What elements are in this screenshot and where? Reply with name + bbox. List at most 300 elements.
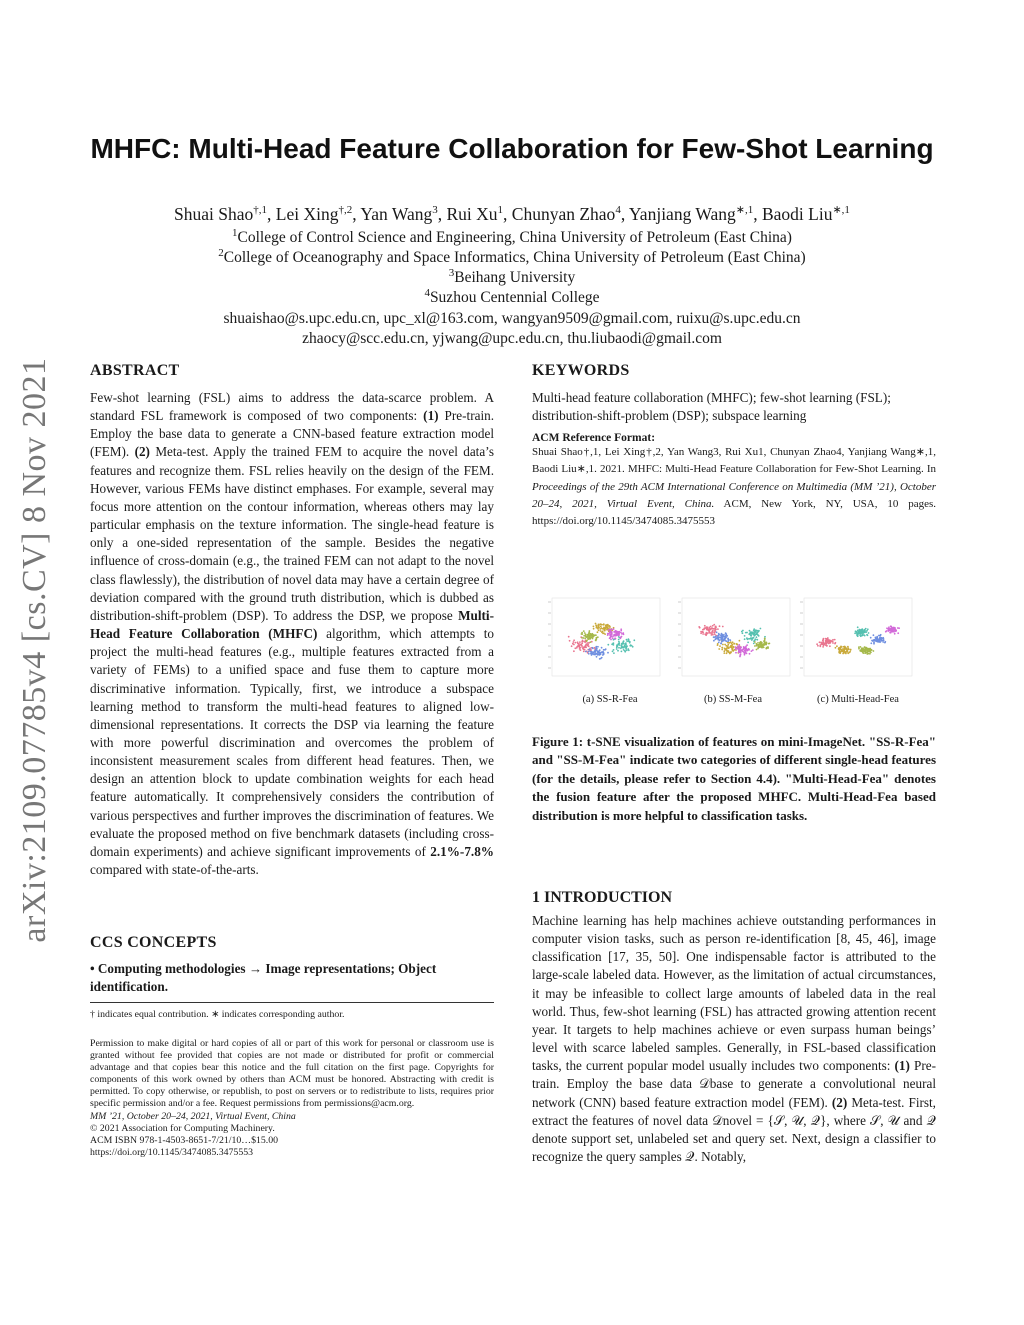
acm-reference-section (532, 432, 936, 530)
tsne-point (766, 647, 768, 649)
tsne-point (577, 643, 579, 645)
tsne-point (740, 654, 742, 656)
tsne-point (569, 640, 571, 642)
tsne-point (821, 643, 823, 645)
tsne-point (730, 651, 732, 653)
tsne-point (843, 648, 845, 650)
tsne-point (702, 631, 704, 633)
author-name: Yan Wang (360, 204, 433, 224)
tsne-point (613, 642, 615, 644)
tsne-point (894, 627, 896, 629)
tsne-point (618, 641, 620, 643)
tsne-point (721, 649, 723, 651)
tsne-point (723, 638, 725, 640)
tsne-point (605, 628, 607, 630)
tsne-point (711, 628, 713, 630)
tsne-point (596, 656, 598, 658)
tsne-point (869, 653, 871, 655)
tsne-point (854, 632, 856, 634)
tsne-point (586, 640, 588, 642)
tsne-point (873, 642, 875, 644)
tsne-point (751, 632, 753, 634)
tsne-point (756, 639, 758, 641)
subfigure-label-c: (c) Multi-Head-Fea (817, 694, 899, 705)
tsne-point (727, 645, 729, 647)
affiliation-mark: 2 (218, 246, 224, 259)
tsne-point (606, 625, 608, 627)
tsne-point (876, 638, 878, 640)
tsne-point (717, 628, 719, 630)
tsne-point (597, 628, 599, 630)
abstract-heading: ABSTRACT (90, 362, 180, 379)
tsne-point (590, 637, 592, 639)
tsne-point (599, 649, 601, 651)
tsne-point (766, 642, 768, 644)
tsne-point (739, 656, 741, 658)
tsne-point (607, 652, 609, 654)
tsne-point (608, 629, 610, 631)
tsne-point (735, 652, 737, 654)
tsne-point (749, 630, 751, 632)
ccs-heading: CCS CONCEPTS (90, 934, 217, 951)
tsne-point (739, 640, 741, 642)
author-mark: 3 (432, 204, 438, 217)
tsne-point (722, 626, 724, 628)
tsne-point (857, 626, 859, 628)
tsne-point (864, 629, 866, 631)
tsne-point (756, 630, 758, 632)
tsne-point (726, 652, 728, 654)
tsne-point (590, 651, 592, 653)
tsne-point (839, 651, 841, 653)
tsne-point (719, 645, 721, 647)
tsne-point (861, 629, 863, 631)
tsne-point (749, 653, 751, 655)
tsne-point (584, 632, 586, 634)
tsne-point (584, 637, 586, 639)
tsne-point (616, 648, 618, 650)
tsne-point (832, 639, 834, 641)
tsne-point (581, 633, 583, 635)
abstract-section (90, 362, 494, 879)
tsne-point (587, 635, 589, 637)
tsne-point (588, 631, 590, 633)
affiliation-4 (0, 286, 1024, 307)
tsne-point (748, 638, 750, 640)
tsne-point (738, 652, 740, 654)
tsne-point (764, 643, 766, 645)
tsne-point (764, 641, 766, 643)
tsne-point (600, 658, 602, 660)
arxiv-sidebar (8, 355, 62, 945)
tsne-point (596, 637, 598, 639)
tsne-point (888, 626, 890, 628)
ccs-section (90, 934, 494, 996)
tsne-point (819, 641, 821, 643)
tsne-point (573, 644, 575, 646)
tsne-point (732, 641, 734, 643)
tsne-point (596, 627, 598, 629)
author-name: Lei Xing (275, 204, 339, 224)
tsne-point (633, 639, 635, 641)
tsne-point (573, 639, 575, 641)
tsne-point (862, 633, 864, 635)
ccs-concepts: • Computing methodologies → Image representations; Object identification. (90, 961, 437, 995)
tsne-point (816, 643, 818, 645)
introduction-body: Machine learning has help machines achieve outstanding performances in computer vision tasks, such as person re-identification [8, 45, 46], image classification [17, 35, 50]. One indispensable factor is attributed to the large-scale labeled data. However, as the limitation of actual circumstances, it may be infeasible to collect large amounts of labeled data in the real world. Thus, few-shot learning (FSL) has attracted growing attention recent year. It targets to help machines achieve or even surpass human beings’ level with scarce labeled samples. Generally, in FSL-based classification tasks, the current popular model usually includes two components: (1) Pre-train. Employ the base data 𝒟base to generate a convolutional neural network (CNN) based feature extraction model (FEM). (2) Meta-test. First, extract the features of novel data 𝒟novel = {𝒮, 𝒰, 𝒬}, where 𝒮, 𝒰 and 𝒬 denote support set, unlabeled set and query set. Next, design a classifier to recognize the query samples 𝒬. Notably, (532, 913, 936, 1165)
tsne-point (865, 651, 867, 653)
tsne-point (748, 649, 750, 651)
tsne-point (721, 634, 723, 636)
tsne-point (817, 645, 819, 647)
tsne-point (862, 652, 864, 654)
tsne-point (836, 645, 838, 647)
tsne-point (884, 641, 886, 643)
tsne-point (737, 646, 739, 648)
tsne-point (868, 632, 870, 634)
tsne-point (870, 651, 872, 653)
tsne-point (735, 646, 737, 648)
tsne-point (746, 637, 748, 639)
author-name: Yanjiang Wang (628, 204, 736, 224)
tsne-point (713, 624, 715, 626)
tsne-point (720, 643, 722, 645)
tsne-point (728, 647, 730, 649)
tsne-point (613, 635, 615, 637)
tsne-point (616, 647, 618, 649)
tsne-point (588, 651, 590, 653)
tsne-point (716, 631, 718, 633)
tsne-point (625, 642, 627, 644)
tsne-point (626, 639, 628, 641)
tsne-point (590, 633, 592, 635)
tsne-point (864, 635, 866, 637)
tsne-point (612, 637, 614, 639)
tsne-point (626, 649, 628, 651)
tsne-point (847, 651, 849, 653)
tsne-point (832, 641, 834, 643)
tsne-point (609, 634, 611, 636)
tsne-point (702, 633, 704, 635)
tsne-point (609, 628, 611, 630)
tsne-point (709, 631, 711, 633)
author-name: Baodi Liu (761, 204, 833, 224)
tsne-point (721, 637, 723, 639)
tsne-point (598, 652, 600, 654)
tsne-point (600, 652, 602, 654)
tsne-point (760, 644, 762, 646)
tsne-point (611, 629, 613, 631)
tsne-point (756, 644, 758, 646)
tsne-point (754, 634, 756, 636)
tsne-panel-c (800, 598, 912, 676)
tsne-point (579, 641, 581, 643)
email-line-2: zhaocy@scc.edu.cn, yjwang@upc.edu.cn, thu.liubaodi@gmail.com (302, 330, 722, 347)
author-name: Shuai Shao (174, 204, 254, 224)
tsne-point (591, 654, 593, 656)
tsne-point (597, 625, 599, 627)
tsne-point (711, 631, 713, 633)
tsne-point (882, 640, 884, 642)
tsne-point (616, 635, 618, 637)
affiliation-1 (0, 226, 1024, 247)
tsne-point (707, 628, 709, 630)
tsne-point (867, 634, 869, 636)
tsne-point (621, 651, 623, 653)
tsne-point (588, 637, 590, 639)
acm-reference-heading: ACM Reference Format: (532, 432, 656, 444)
tsne-point (592, 651, 594, 653)
tsne-point (822, 641, 824, 643)
tsne-panel-a (548, 598, 660, 676)
tsne-point (597, 651, 599, 653)
tsne-point (867, 628, 869, 630)
tsne-point (602, 624, 604, 626)
tsne-point (850, 649, 852, 651)
tsne-point (607, 644, 609, 646)
tsne-point (871, 640, 873, 642)
figure-caption: Figure 1: t-SNE visualization of features on mini-ImageNet. "SS-R-Fea" and "SS-M-Fea" indicate two categories of different single-head features (for the details, please refer to Section 4.4). "Multi-Head-Fea" denotes the fusion feature after the proposed MHFC. Multi-Head-Fea based distribution is more helpful to classification tasks. (532, 734, 936, 823)
tsne-point (604, 633, 606, 635)
tsne-point (874, 639, 876, 641)
abstract-body: Few-shot learning (FSL) aims to address the data-scarce problem. A standard FSL framework is composed of two components: (1) Pre-train. Employ the base data to generate a CNN-based feature extraction model (FEM). (2) Meta-test. Apply the trained FEM to acquire the novel data’s features and recognize them. FSL relies heavily on the design of the FEM. However, various FEMs have distinct emphases. For example, several may focus more attention on the contour information, whereas others may lay particular emphasis on the texture information. The single-head feature is only a one-sided representation of the sample. Besides the negative influence of cross-domain (e.g., the trained FEM can not adapt to the novel class flawlessly), the distribution of novel data may have a certain degree of deviation compared with the ground truth distribution, which is dubbed as distribution-shift-problem (DSP). To address the DSP, we propose Multi-Head Feature Collaboration (MHFC) algorithm, which attempts to project the multi-head features (e.g., multiple features extracted from a variety of FEMs) to a unified space and fuse them to capture more discriminative information. Typically, first, we introduce a subspace learning method to transform the multi-head features to aligned low-dimensional representations. It corrects the DSP via learning the feature with more powerful discrimination and overcomes the problem of inconsistent measurement scales from different head features. Then, we design an attention block to update combination weights for each head feature automatically. It comprehensively considers the contribution of various perspectives and further improves the discrimination of features. We evaluate the proposed method on five benchmark datasets (including cross-domain experiments) and achieve significant improvements of 2.1%-7.8% compared with state-of-the-arts. (90, 390, 494, 878)
keywords-text: Multi-head feature collaboration (MHFC); few-shot learning (FSL); distribution-shift-problem (DSP); subspace learning (532, 390, 891, 423)
tsne-point (584, 649, 586, 651)
tsne-point (709, 628, 711, 630)
doi-link[interactable]: https://doi.org/10.1145/3474085.3475553 (90, 1146, 254, 1158)
tsne-point (820, 642, 822, 644)
tsne-point (622, 642, 624, 644)
tsne-point (583, 651, 585, 653)
tsne-point (867, 648, 869, 650)
tsne-point (607, 634, 609, 636)
tsne-point (752, 649, 754, 651)
tsne-point (719, 640, 721, 642)
author-mark: 1 (497, 204, 504, 217)
tsne-point (628, 638, 630, 640)
tsne-point (845, 648, 847, 650)
acm-reference-text: Shuai Shao†,1, Lei Xing†,2, Yan Wang3, Rui Xu1, Chunyan Zhao4, Yanjiang Wang∗,1, Baodi Liu∗,1. 2021. MHFC: Multi-Head Feature Collaboration for Few-Shot Learning. In Proceedings of the 29th ACM International Conference on Multimedia (MM ’21), October 20–24, 2021, Virtual Event, China. ACM, New York, NY, USA, 10 pages. https://doi.org/10.1145/3474085.3475553 (532, 446, 936, 528)
tsne-point (742, 630, 744, 632)
tsne-point (735, 648, 737, 650)
tsne-point (894, 633, 896, 635)
tsne-point (617, 650, 619, 652)
tsne-point (756, 649, 758, 651)
tsne-point (829, 645, 831, 647)
tsne-point (615, 630, 617, 632)
tsne-point (627, 648, 629, 650)
tsne-point (576, 646, 578, 648)
tsne-point (745, 651, 747, 653)
tsne-point (579, 648, 581, 650)
keywords-section (532, 362, 936, 425)
tsne-panel-b (678, 598, 790, 676)
tsne-point (877, 640, 879, 642)
tsne-point (609, 632, 611, 634)
tsne-point (886, 627, 888, 629)
tsne-point (764, 636, 766, 638)
tsne-point (868, 651, 870, 653)
tsne-point (575, 642, 577, 644)
tsne-point (725, 635, 727, 637)
tsne-point (600, 626, 602, 628)
tsne-point (623, 647, 625, 649)
tsne-point (708, 630, 710, 632)
tsne-point (626, 640, 628, 642)
author-mark: ∗,1 (735, 204, 754, 217)
footnote-divider (90, 1002, 494, 1003)
tsne-point (725, 632, 727, 634)
tsne-point (847, 647, 849, 649)
tsne-point (891, 630, 893, 632)
tsne-point (726, 640, 728, 642)
tsne-point (714, 627, 716, 629)
tsne-point (743, 647, 745, 649)
author-mark: ∗,1 (832, 204, 850, 217)
tsne-point (608, 625, 610, 627)
tsne-point (750, 637, 752, 639)
tsne-point (758, 644, 760, 646)
tsne-point (738, 648, 740, 650)
affiliation-text: Beihang University (454, 269, 576, 286)
tsne-point (581, 643, 583, 645)
tsne-point (880, 639, 882, 641)
tsne-point (598, 654, 600, 656)
tsne-point (825, 644, 827, 646)
tsne-point (595, 623, 597, 625)
affiliation-mark: 1 (232, 226, 238, 239)
tsne-point (763, 643, 765, 645)
tsne-point (738, 644, 740, 646)
tsne-point (829, 642, 831, 644)
tsne-point (756, 636, 758, 638)
tsne-point (587, 645, 589, 647)
tsne-point (890, 626, 892, 628)
tsne-point (595, 650, 597, 652)
tsne-point (858, 629, 860, 631)
tsne-point (733, 646, 735, 648)
paper-title: MHFC: Multi-Head Feature Collaboration for Few-Shot Learning (90, 133, 934, 164)
tsne-point (733, 643, 735, 645)
tsne-point (610, 639, 612, 641)
tsne-point (740, 652, 742, 654)
tsne-point (598, 630, 600, 632)
tsne-point (860, 649, 862, 651)
tsne-point (723, 634, 725, 636)
affiliation-mark: 3 (448, 266, 455, 279)
tsne-point (620, 628, 622, 630)
tsne-point (698, 626, 700, 628)
tsne-point (873, 650, 875, 652)
tsne-point (622, 632, 624, 634)
tsne-point (713, 637, 715, 639)
tsne-point (590, 641, 592, 643)
tsne-point (764, 638, 766, 640)
tsne-point (819, 646, 821, 648)
tsne-point (892, 628, 894, 630)
tsne-point (712, 625, 714, 627)
permission-notice: Permission to make digital or hard copies of all or part of this work for personal or classroom use is granted without fee provided that copies are not made or distributed for profit or commercial advantage and that copies bear this notice and the full citation on the first page. Copyrights for components of this work owned by others than ACM must be honored. Abstracting with credit is permitted. To copy otherwise, or republish, to post on servers or to redistribute to lists, requires prior specific permission and/or a fee. Request permissions from permissions@acm.org. (90, 1038, 494, 1110)
tsne-point (707, 632, 709, 634)
tsne-point (612, 651, 614, 653)
tsne-point (757, 642, 759, 644)
tsne-point (616, 633, 618, 635)
tsne-point (723, 652, 725, 654)
tsne-point (571, 645, 573, 647)
tsne-point (733, 650, 735, 652)
author-name: Chunyan Zhao (511, 204, 616, 224)
tsne-point (722, 640, 724, 642)
tsne-point (744, 654, 746, 656)
tsne-point (880, 634, 882, 636)
tsne-point (582, 641, 584, 643)
tsne-point (618, 643, 620, 645)
tsne-point (858, 648, 860, 650)
tsne-point (621, 645, 623, 647)
tsne-point (700, 632, 702, 634)
tsne-point (588, 653, 590, 655)
tsne-point (759, 646, 761, 648)
tsne-point (601, 647, 603, 649)
tsne-point (826, 639, 828, 641)
tsne-point (753, 643, 755, 645)
tsne-point (840, 647, 842, 649)
tsne-point (585, 635, 587, 637)
tsne-point (718, 633, 720, 635)
tsne-point (601, 624, 603, 626)
tsne-point (847, 652, 849, 654)
tsne-point (593, 635, 595, 637)
tsne-point (731, 645, 733, 647)
tsne-point (745, 649, 747, 651)
affiliation-mark: 4 (424, 286, 430, 299)
tsne-point (843, 650, 845, 652)
tsne-point (857, 631, 859, 633)
tsne-point (834, 639, 836, 641)
keywords-heading: KEYWORDS (532, 362, 630, 379)
tsne-point (573, 650, 575, 652)
tsne-point (593, 628, 595, 630)
tsne-point (754, 641, 756, 643)
tsne-point (623, 649, 625, 651)
tsne-point (600, 630, 602, 632)
tsne-point (599, 624, 601, 626)
tsne-point (876, 636, 878, 638)
tsne-point (824, 643, 826, 645)
tsne-point (866, 651, 868, 653)
tsne-point (822, 640, 824, 642)
tsne-point (585, 646, 587, 648)
figure-tsne-panels (532, 590, 936, 690)
arxiv-identifier: arXiv:2109.07785v4 [cs.CV] 8 Nov 2021 (16, 357, 53, 943)
tsne-point (893, 631, 895, 633)
tsne-point (744, 638, 746, 640)
affiliation-3 (0, 266, 1024, 287)
tsne-point (602, 651, 604, 653)
tsne-point (609, 637, 611, 639)
tsne-point (620, 632, 622, 634)
tsne-point (883, 638, 885, 640)
subfigure-label-b: (b) SS-M-Fea (703, 694, 763, 705)
tsne-point (870, 642, 872, 644)
introduction-heading: 1 INTRODUCTION (532, 889, 673, 906)
tsne-point (604, 630, 606, 632)
tsne-point (592, 638, 594, 640)
tsne-point (889, 628, 891, 630)
tsne-point (583, 637, 585, 639)
tsne-point (585, 651, 587, 653)
tsne-point (763, 647, 765, 649)
